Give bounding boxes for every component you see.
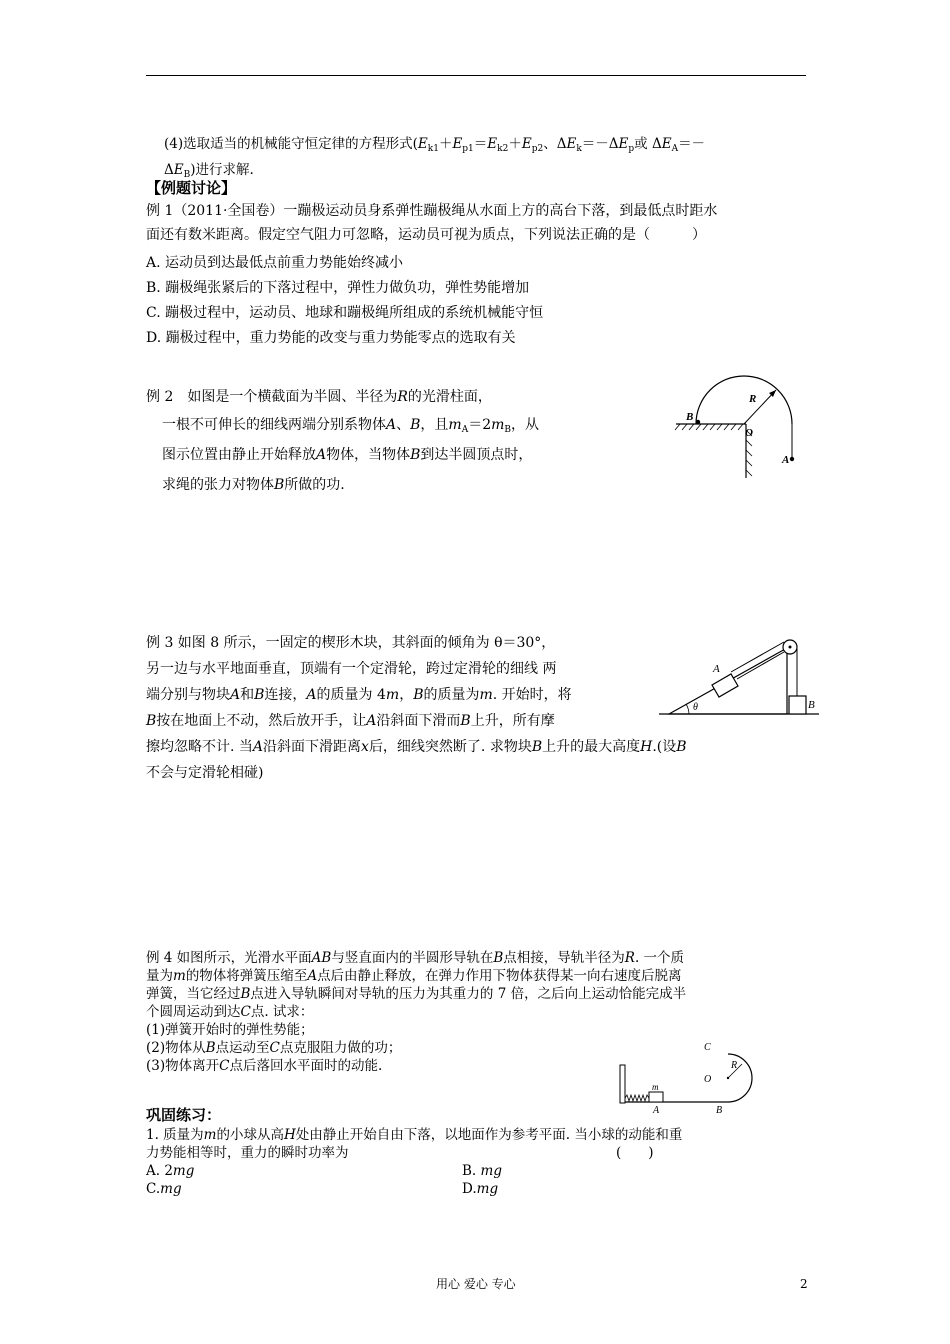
ex2-line2: 一根不可伸长的细线两端分别系物体A、B，且$m_A=2m_B$，从 bbox=[162, 417, 540, 435]
ex4-question-2: (2)物体从B点运动至C点克服阻力做的功； bbox=[146, 1040, 402, 1056]
ex3-label-theta: θ bbox=[693, 702, 698, 713]
ex2-line3: 图示位置由静止开始释放A物体，当物体B到达半圆顶点时， bbox=[162, 447, 533, 463]
ex4-label-m: m bbox=[652, 1082, 659, 1092]
ex3-line2: 另一边与水平地面垂直，顶端有一个定滑轮，跨过定滑轮的细线 两 bbox=[146, 661, 557, 677]
practice-option-b: B. mg bbox=[462, 1163, 502, 1179]
practice-option-c: C.mg bbox=[146, 1181, 182, 1197]
page-number: 2 bbox=[800, 1277, 808, 1291]
ex4-label-a: A bbox=[653, 1105, 660, 1115]
ex1-option-b: B. 蹦极绳张紧后的下落过程中，弹性力做负功，弹性势能增加 bbox=[146, 280, 530, 296]
section-title: 【例题讨论】 bbox=[146, 179, 237, 197]
ex4-line4: 个圆周运动到达C点. 试求： bbox=[146, 1004, 314, 1020]
ex4-label-o: O bbox=[704, 1074, 712, 1085]
ex2-figure bbox=[672, 370, 812, 480]
ex4-label-c: C bbox=[704, 1042, 711, 1053]
ex2-line1: 例 2 如图是一个横截面为半圆、半径为R的光滑柱面， bbox=[146, 389, 492, 405]
ex4-line2: 量为m的物体将弹簧压缩至A点后由静止释放，在弹力作用下物体获得某一向右速度后脱离 bbox=[146, 968, 682, 984]
ex4-label-r: R bbox=[731, 1060, 738, 1071]
ex3-label-a: A bbox=[713, 663, 720, 675]
ex4-figure bbox=[618, 1035, 758, 1115]
practice-option-d: D.mg bbox=[462, 1181, 499, 1197]
ex3-line5: 擦均忽略不计. 当A沿斜面下滑距离x后，细线突然断了. 求物块B上升的最大高度H.(设B bbox=[146, 739, 687, 755]
practice-option-a: A. 2mg bbox=[146, 1163, 195, 1179]
ex1-line2: 面还有数米距离。假定空气阻力可忽略，运动员可视为质点，下列说法正确的是（ ） bbox=[146, 227, 706, 243]
ex3-label-b: B bbox=[808, 699, 815, 711]
ex1-line1: 例 1（2011·全国卷）一蹦极运动员身系弹性蹦极绳从水面上方的高台下落，到最低点时距水 bbox=[146, 203, 718, 219]
ex3-line1: 例 3 如图 8 所示，一固定的楔形木块，其斜面的倾角为 θ＝30°， bbox=[146, 635, 556, 651]
step4-line1: (4)选取适当的机械能守恒定律的方程形式($E_{k1}+E_{p1}=E_{k2}+E_{p2}$、$\Delta E_k=-\Delta E_p$或 $\Delta E_A=-$ bbox=[164, 136, 706, 154]
ex4-line3: 弹簧，当它经过B点进入导轨瞬间对导轨的压力为其重力的 7 倍，之后向上运动恰能完成半 bbox=[146, 986, 687, 1002]
ex2-line4: 求绳的张力对物体B所做的功. bbox=[162, 477, 345, 493]
ex4-label-b: B bbox=[716, 1105, 723, 1115]
practice-q1-paren: ( ) bbox=[616, 1145, 654, 1161]
ex3-figure bbox=[657, 630, 822, 720]
ex1-option-a: A. 运动员到达最低点前重力势能始终减小 bbox=[146, 255, 404, 271]
ex3-line4: B按在地面上不动，然后放开手，让A沿斜面下滑而B上升，所有摩 bbox=[146, 713, 555, 729]
ex1-option-c: C. 蹦极过程中，运动员、地球和蹦极绳所组成的系统机械能守恒 bbox=[146, 305, 544, 321]
ex3-line3: 端分别与物块A和B连接，A的质量为 4m，B的质量为m. 开始时，将 bbox=[146, 687, 572, 703]
footer-text: 用心 爱心 专心 bbox=[436, 1277, 516, 1291]
practice-title: 巩固练习： bbox=[146, 1106, 222, 1124]
ex4-question-1: (1)弹簧开始时的弹性势能； bbox=[146, 1022, 314, 1038]
ex2-label-a: A bbox=[782, 454, 790, 466]
practice-q1-line1: 1. 质量为m的小球从高H处由静止开始自由下落，以地面作为参考平面. 当小球的动能和重 bbox=[146, 1127, 683, 1143]
ex2-label-b: B bbox=[686, 411, 694, 423]
ex3-line6: 不会与定滑轮相碰) bbox=[146, 765, 264, 781]
header-rule bbox=[146, 75, 806, 76]
practice-q1-line2: 力势能相等时，重力的瞬时功率为 bbox=[146, 1145, 349, 1161]
ex2-label-r: R bbox=[749, 393, 757, 405]
ex2-label-o: O bbox=[745, 427, 753, 439]
step4-line2: $\Delta E_B$)进行求解. bbox=[164, 162, 254, 180]
ex4-question-3: (3)物体离开C点后落回水平面时的动能. bbox=[146, 1058, 383, 1074]
ex4-line1: 例 4 如图所示，光滑水平面AB与竖直面内的半圆形导轨在B点相接，导轨半径为R. 一个质 bbox=[146, 950, 685, 966]
ex1-option-d: D. 蹦极过程中，重力势能的改变与重力势能零点的选取有关 bbox=[146, 330, 516, 346]
